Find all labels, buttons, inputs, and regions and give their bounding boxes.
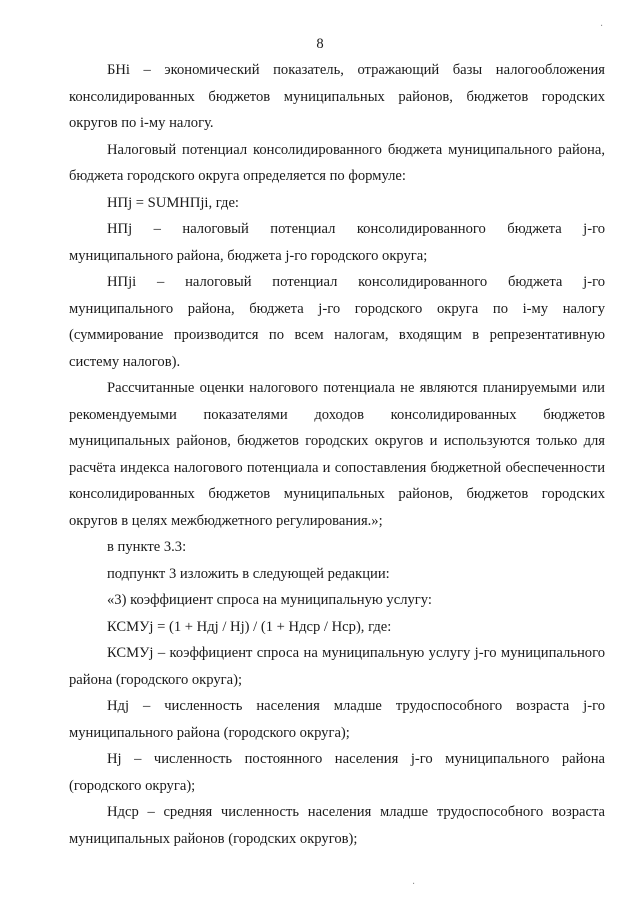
paragraph-bni-definition: БНi – экономический показатель, отражающий базы налогообложения консолидированных бюджетов муниципальных районов, бюджетов городских округов по i-му налогу. (69, 62, 605, 131)
scan-speck: · (600, 21, 604, 32)
paragraph-subclause-3: подпункт 3 изложить в следующей редакции: (107, 565, 390, 582)
paragraph-ndj-definition: Ндj – численность населения младше трудоспособного возраста j-го муниципального района (городского округа); (69, 698, 605, 741)
formula-ksmu: КСМУj = (1 + Ндj / Нj) / (1 + Ндср / Нср), где: (107, 618, 392, 635)
paragraph-nj-definition: Нj – численность постоянного населения j-го муниципального района (городского округа); (69, 751, 605, 794)
formula-tax-potential: НПj = SUMНПji, где: (107, 194, 239, 211)
paragraph-demand-coefficient: «3) коэффициент спроса на муниципальную услугу: (107, 592, 432, 608)
paragraph-ksmu-definition: КСМУj – коэффициент спроса на муниципальную услугу j-го муниципального района (городского округа); (69, 645, 605, 688)
page-number: 8 (316, 36, 324, 52)
paragraph-npji-definition: НПji – налоговый потенциал консолидированного бюджета j-го муниципального района, бюджета j-го городского округа по i-му налогу (суммирование производится по всем налогам, входящим в репрезентативную систему налогов). (69, 274, 605, 370)
paragraph-clause-3-3: в пункте 3.3: (107, 539, 187, 555)
paragraph-npj-definition: НПj – налоговый потенциал консолидированного бюджета j-го муниципального района, бюджета j-го городского округа; (69, 221, 605, 264)
document-body (69, 57, 605, 852)
scan-speck: · (412, 879, 416, 890)
paragraph-tax-potential-intro: Налоговый потенциал консолидированного бюджета муниципального района, бюджета городского округа определяется по формуле: (69, 141, 605, 184)
paragraph-estimates-note: Рассчитанные оценки налогового потенциала не являются планируемыми или рекомендуемыми показателями доходов консолидированных бюджетов муниципальных районов, бюджетов городских округов и используются только для расчёта индекса налогового потенциала и сопоставления бюджетной обеспеченности консолидированных бюджетов муниципальных районов, бюджетов городских округов в целях межбюджетного регулирования.»; (69, 380, 605, 529)
paragraph-ndsr-definition: Ндср – средняя численность населения младше трудоспособного возраста муниципальных районов (городских округов); (69, 804, 605, 847)
